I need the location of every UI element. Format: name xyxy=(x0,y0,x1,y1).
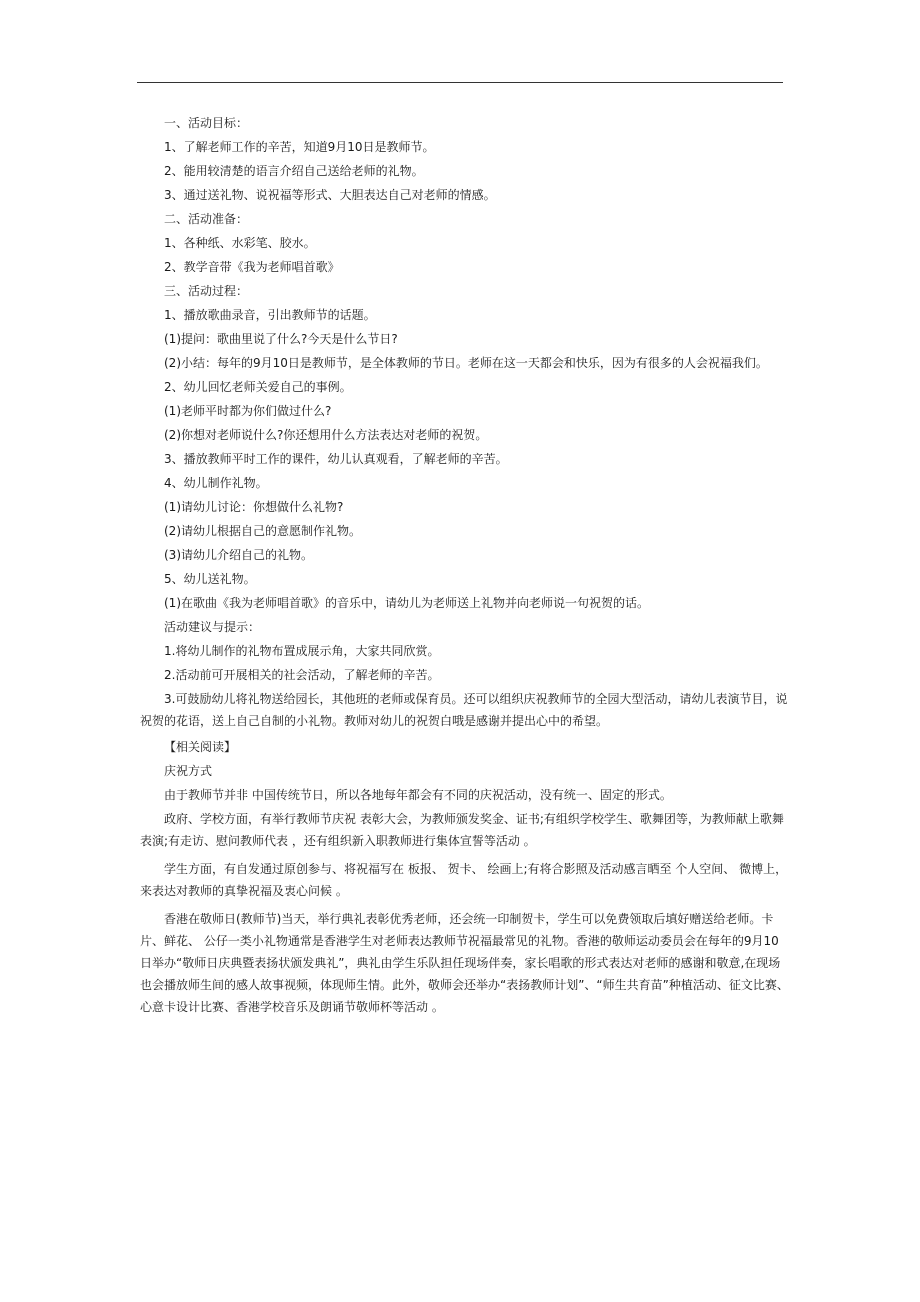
paragraph: 1.将幼儿制作的礼物布置成展示角，大家共同欣赏。 xyxy=(164,644,440,658)
paragraph: (1)提问：歌曲里说了什么?今天是什么节日? xyxy=(164,332,398,346)
paragraph: (1)在歌曲《我为老师唱首歌》的音乐中，请幼儿为老师送上礼物并向老师说一句祝贺的话。 xyxy=(164,596,650,610)
related-reading-heading: 【相关阅读】 xyxy=(164,740,237,754)
paragraph: (1)老师平时都为你们做过什么? xyxy=(164,404,332,418)
section-heading-preparation: 二、活动准备： xyxy=(164,212,249,226)
paragraph: 4、幼儿制作礼物。 xyxy=(164,476,268,490)
paragraph: 3、通过送礼物、说祝福等形式、大胆表达自己对老师的情感。 xyxy=(164,188,496,202)
paragraph: 1、播放歌曲录音，引出教师节的话题。 xyxy=(164,308,376,322)
paragraph: (3)请幼儿介绍自己的礼物。 xyxy=(164,548,313,562)
section-heading-process: 三、活动过程： xyxy=(164,284,249,298)
subheading-celebration: 庆祝方式 xyxy=(164,764,213,778)
paragraph: (2)小结：每年的9月10日是教师节，是全体教师的节日。老师在这一天都会和快乐，因为有很多的人会祝福我们。 xyxy=(164,356,768,370)
paragraph: 由于教师节并非 中国传统节日，所以各地每年都会有不同的庆祝活动，没有统一、固定的形式。 xyxy=(164,788,672,802)
paragraph: 3.可鼓励幼儿将礼物送给园长，其他班的老师或保育员。还可以组织庆祝教师节的全园大型活动，请幼儿表演节目，说祝贺的花语，送上自己自制的小礼物。教师对幼儿的祝贺白哦是感谢并提出心中的希望。 xyxy=(140,692,788,728)
paragraph: (1)请幼儿讨论：你想做什么礼物? xyxy=(164,500,344,514)
header-rule xyxy=(137,82,783,83)
paragraph: 2.活动前可开展相关的社会活动，了解老师的辛苦。 xyxy=(164,668,440,682)
section-heading-suggestions: 活动建议与提示： xyxy=(164,620,261,634)
paragraph: 3、播放教师平时工作的课件，幼儿认真观看，了解老师的辛苦。 xyxy=(164,452,508,466)
paragraph: 1、各种纸、水彩笔、胶水。 xyxy=(164,236,316,250)
paragraph: 2、幼儿回忆老师关爱自己的事例。 xyxy=(164,380,352,394)
paragraph: 2、教学音带《我为老师唱首歌》 xyxy=(164,260,340,274)
section-heading-goals: 一、活动目标： xyxy=(164,116,249,130)
paragraph: 1、了解老师工作的辛苦，知道9月10日是教师节。 xyxy=(164,140,435,154)
paragraph: 5、幼儿送礼物。 xyxy=(164,572,256,586)
paragraph: 学生方面，有自发通过原创参与、将祝福写在 板报、 贺卡、 绘画上;有将合影照及活动感言晒至 个人空间、 微博上，来表达对教师的真挚祝福及衷心问候 。 xyxy=(140,862,788,898)
paragraph: 2、能用较清楚的语言介绍自己送给老师的礼物。 xyxy=(164,164,424,178)
paragraph: (2)你想对老师说什么?你还想用什么方法表达对老师的祝贺。 xyxy=(164,428,488,442)
paragraph: (2)请幼儿根据自己的意愿制作礼物。 xyxy=(164,524,361,538)
paragraph: 政府、学校方面，有举行教师节庆祝 表彰大会，为教师颁发奖金、证书;有组织学校学生、歌舞团等，为教师献上歌舞表演;有走访、慰问教师代表 ，还有组织新入职教师进行集体宣誓等活动 。 xyxy=(140,812,784,848)
paragraph: 香港在敬师日(教师节)当天，举行典礼表彰优秀老师，还会统一印制贺卡，学生可以免费领取后填好赠送给老师。卡片、鲜花、 公仔一类小礼物通常是香港学生对老师表达教师节祝福最常见的礼物。香港的敬师运动委员会在每年的9月10日举办“敬师日庆典暨表扬状颁发典礼”，典礼由学生乐队担任现场伴奏，家长唱歌的形式表达对老师的感谢和敬意,在现场也会播放师生间的感人故事视频，体现师生情。此外，敬师会还举办“表扬教师计划”、“师生共育苗”种植活动、征文比赛、心意卡设计比赛、香港学校音乐及朗诵节敬师杯等活动 。 xyxy=(140,912,789,1014)
